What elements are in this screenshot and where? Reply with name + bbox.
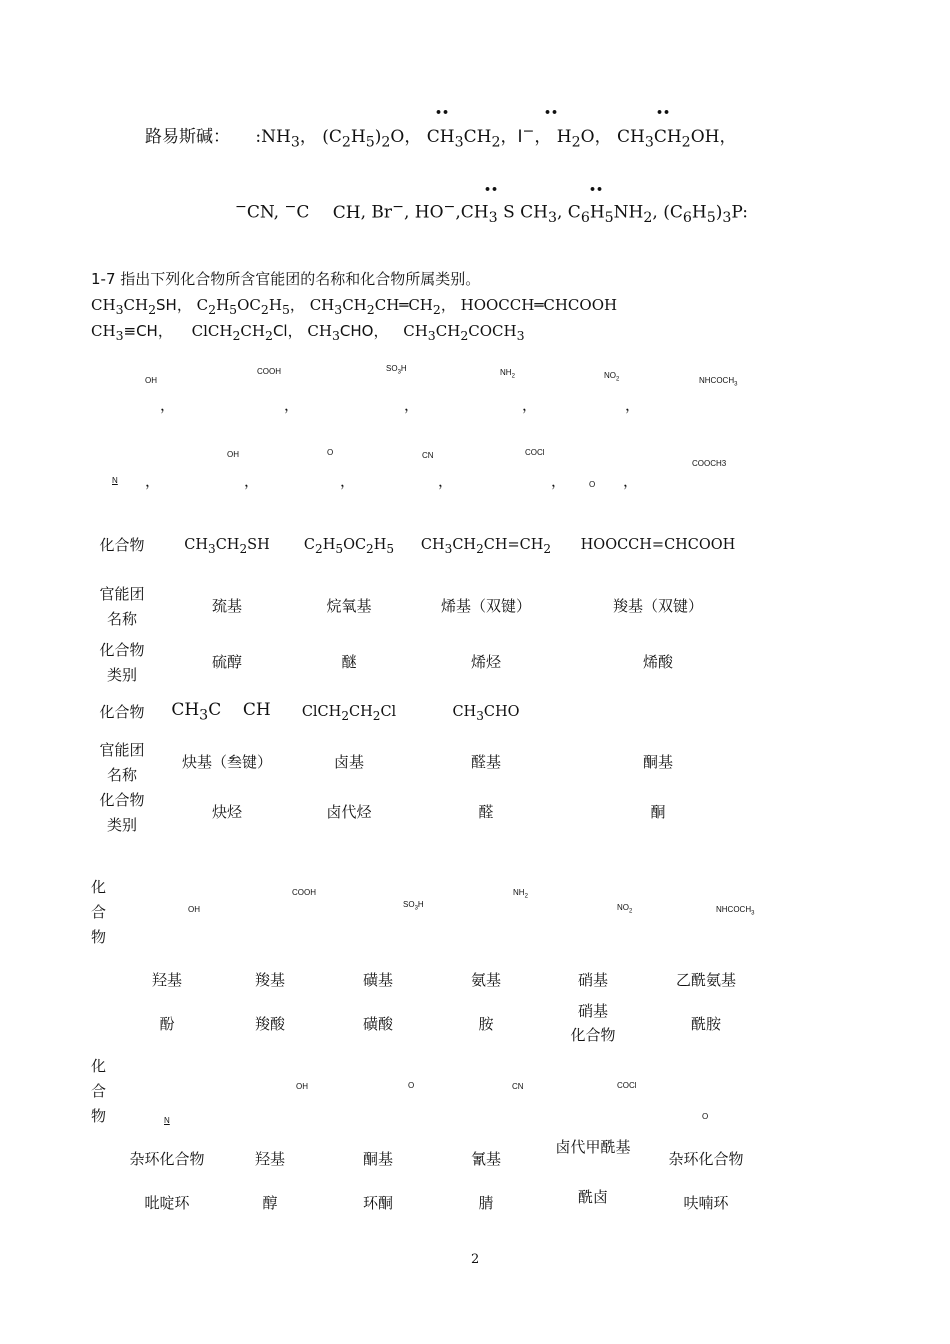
comma: ， <box>160 396 176 414</box>
group-name: 醛基 <box>470 753 502 771</box>
subscript: 3 <box>397 369 401 376</box>
compound-class: 酰胺 <box>690 1015 722 1033</box>
formula-text: CH <box>653 127 682 147</box>
formula-text: CH <box>307 322 332 340</box>
group-label: 官能团 名称 <box>99 741 145 784</box>
struct-label-cooch3: COOCH3 <box>692 459 727 468</box>
subscript: 3 <box>115 328 124 343</box>
struct-label-cocl: COCl <box>617 1081 637 1090</box>
comma: ， <box>145 472 161 490</box>
subscript: 3 <box>454 134 464 151</box>
formula-text: CH <box>403 322 428 340</box>
subscript: 2 <box>381 134 391 151</box>
formula-text: CH <box>408 296 433 314</box>
group-name: 卤代甲酰基 <box>555 1138 631 1156</box>
formula-text: CH <box>240 322 265 340</box>
formula-text: H <box>589 202 605 223</box>
group-name: 烷氧基 <box>326 597 372 615</box>
subscript: 3 <box>427 328 436 343</box>
struct-label-furan-o: O <box>589 480 596 489</box>
compound-class: 硝基 化合物 <box>570 1002 616 1044</box>
formula-text: OH <box>690 127 720 147</box>
subscript: 2 <box>341 134 351 151</box>
double-bond: ═ <box>534 296 544 314</box>
formula-line-1 <box>91 294 617 317</box>
formula-text: ,CH <box>455 202 489 223</box>
group-name: 硝基 <box>577 971 609 989</box>
group-name: 杂环化合物 <box>129 1150 205 1168</box>
struct-label-no2 <box>604 371 619 383</box>
compound-class: 醇 <box>262 1194 278 1212</box>
group-name: 羟基 <box>254 1150 286 1168</box>
subscript: 3 <box>516 328 525 343</box>
compound-butene: $CH_3CH_2CH=CH_2$ <box>420 537 552 556</box>
compound-dichloroethane: $ClCH_2CH_2Cl$ <box>301 704 397 723</box>
formula-text: H <box>350 127 366 147</box>
group-name: 卤基 <box>333 753 365 771</box>
double-bond: ═ <box>399 296 409 314</box>
formula-text: CH <box>463 127 492 147</box>
group-name: 羧基（双键） <box>612 597 704 615</box>
formula-text: CH <box>91 296 116 314</box>
struct-label-cooh: COOH <box>257 367 281 376</box>
formula-text: ≡CH， <box>123 322 173 340</box>
group-name: 乙酰氨基 <box>675 971 737 989</box>
subscript: 6 <box>580 210 590 227</box>
superscript: − <box>235 199 247 215</box>
compound-class: 胺 <box>478 1015 494 1033</box>
page-number: 2 <box>471 1252 480 1267</box>
subscript: 2 <box>432 302 441 317</box>
formula-text: ) <box>715 202 723 223</box>
group-name: 氨基 <box>470 971 502 989</box>
class-label: 化合物 类别 <box>99 791 145 834</box>
struct-label-furan-o: O <box>702 1112 709 1121</box>
compound-label-vertical <box>91 1054 109 1129</box>
subscript: 5 <box>604 210 614 227</box>
comma: ， <box>284 396 300 414</box>
comma: ， <box>404 396 420 414</box>
compound-class: 硫醇 <box>211 653 243 671</box>
formula-text: Cl， <box>272 322 303 340</box>
group-name: 磺基 <box>362 971 394 989</box>
compound-class: 酚 <box>159 1015 175 1033</box>
group-label: 官能团 名称 <box>99 585 145 628</box>
group-name: 羧基 <box>254 971 286 989</box>
formula-text: H <box>400 364 407 373</box>
compound-diethyl-ether: $C_2H_5OC_2H_5$ <box>303 537 395 556</box>
struct-label-no2: $NO_2$ <box>617 903 633 915</box>
compound-class: 烯烃 <box>470 653 502 671</box>
label-char: 化 <box>91 1057 107 1075</box>
formula-text: , C <box>556 202 581 223</box>
compound-class: 腈 <box>478 1194 494 1212</box>
formula-text: C <box>296 202 310 223</box>
compound-label: 化合物 <box>99 536 145 554</box>
subscript: 2 <box>264 328 273 343</box>
superscript: − <box>284 199 297 215</box>
label-char: 合 <box>91 1082 107 1100</box>
subscript: 3 <box>488 210 498 227</box>
superscript: − <box>522 123 535 140</box>
formula-text: CH <box>342 296 367 314</box>
subscript: 3 <box>644 134 654 151</box>
formula-text: H <box>268 296 282 314</box>
group-name: 烯基（双键） <box>440 597 532 615</box>
comma: ， <box>438 472 454 490</box>
separator: ， <box>289 296 305 314</box>
separator: ， <box>534 127 552 147</box>
formula-text: COCH <box>468 322 517 340</box>
subscript: 3 <box>331 328 340 343</box>
label-char: 合 <box>91 903 107 921</box>
subscript: 2 <box>260 302 269 317</box>
lone-pair-dots: •• <box>484 183 499 196</box>
struct-label-so3h <box>386 364 407 376</box>
compound-class: 环酮 <box>362 1194 394 1212</box>
group-name: 炔基（叁键） <box>181 753 273 771</box>
subscript: 2 <box>148 302 157 317</box>
comma: ， <box>625 396 641 414</box>
formula-text: OC <box>237 296 261 314</box>
subscript: 3 <box>722 210 732 227</box>
formula-text: CH <box>91 322 116 340</box>
formula-text: :NH <box>255 127 291 147</box>
group-name: 羟基 <box>151 971 183 989</box>
subscript: 2 <box>366 302 375 317</box>
lewis-base-line-2 <box>235 199 748 226</box>
subscript: 2 <box>643 210 653 227</box>
subscript: 2 <box>208 302 217 317</box>
subscript: 6 <box>682 210 692 227</box>
subscript: 2 <box>571 134 581 151</box>
struct-label-nhcoch3: $NHCOCH_3$ <box>716 905 755 917</box>
formula-text: CH <box>435 322 461 340</box>
formula-text: CH <box>309 296 335 314</box>
formula-text: NH <box>613 202 644 223</box>
comma: ， <box>340 472 356 490</box>
subscript: 2 <box>491 134 501 151</box>
separator: ， <box>299 127 317 147</box>
formula-text: CN, <box>246 202 280 223</box>
struct-label-nhcoch3 <box>699 376 737 388</box>
struct-label-oh: OH <box>188 905 200 914</box>
struct-label-oh: OH <box>145 376 157 385</box>
formula-text: CHO， <box>339 322 389 340</box>
compound-label: 化合物 <box>99 703 145 721</box>
formula-text: HOOCCH <box>460 296 535 314</box>
lewis-base-label: 路易斯碱： <box>145 127 230 147</box>
subscript: 5 <box>229 302 238 317</box>
formula-text: CHCOOH <box>543 296 618 314</box>
formula-text: ，I <box>500 127 523 147</box>
group-name: 酮基 <box>642 753 674 771</box>
formula-text: SO <box>386 364 398 373</box>
lone-pair-dots: •• <box>656 106 671 119</box>
formula-text: O <box>390 127 405 147</box>
label-char: 物 <box>91 928 107 946</box>
formula-text: C <box>196 296 209 314</box>
struct-label-cocl: COCl <box>525 448 545 457</box>
compound-label-vertical <box>91 875 109 950</box>
compound-class: 酰卤 <box>577 1188 609 1206</box>
subscript: 2 <box>616 376 620 383</box>
separator: ， <box>404 127 422 147</box>
class-label: 化合物 类别 <box>99 641 145 684</box>
subscript: 3 <box>547 210 557 227</box>
formula-text: S <box>503 202 515 223</box>
formula-text: ) <box>374 127 382 147</box>
comma: ， <box>522 396 538 414</box>
formula-text: H <box>216 296 230 314</box>
label-char: 化 <box>91 878 107 896</box>
struct-label-so3h: $SO_3H$ <box>403 900 424 912</box>
struct-label-ketone-o: O <box>408 1081 415 1090</box>
struct-label-cn: CN <box>512 1082 524 1091</box>
compound-acetaldehyde: $CH_3CHO$ <box>452 704 520 723</box>
formula-text: NO <box>604 371 616 380</box>
compound-class: 呋喃环 <box>683 1194 729 1212</box>
subscript: 3 <box>734 381 738 388</box>
subscript: 3 <box>115 302 124 317</box>
struct-label-cooh: COOH <box>292 888 316 897</box>
formula-text: CH <box>374 296 400 314</box>
compound-class: 醚 <box>341 653 357 671</box>
compound-class: 烯酸 <box>642 653 674 671</box>
struct-label-nh2 <box>500 368 515 380</box>
compound-butenedioic-acid: HOOCCH=CHCOOH <box>580 537 736 553</box>
compound-ch3ch2sh: $CH_3CH_2SH$ <box>184 537 270 556</box>
compound-class: 羧酸 <box>254 1015 286 1033</box>
formula-text: (C <box>322 127 342 147</box>
subscript: 2 <box>681 134 691 151</box>
struct-label-nh2: $NH_2$ <box>513 888 528 900</box>
struct-label-oh: OH <box>296 1082 308 1091</box>
compound-class: 酮 <box>650 803 666 821</box>
comma: ， <box>623 472 639 490</box>
lone-pair-dots: •• <box>589 183 604 196</box>
group-name: 巯基 <box>211 597 243 615</box>
formula-text: O <box>580 127 595 147</box>
formula-text: CH <box>616 127 645 147</box>
formula-text: CH <box>123 296 149 314</box>
group-name: 杂环化合物 <box>668 1150 744 1168</box>
subscript: 3 <box>290 134 300 151</box>
formula-text: NHCOCH <box>699 376 735 385</box>
compound-class: 吡啶环 <box>144 1194 190 1212</box>
formula-text: CH <box>426 127 455 147</box>
group-name: 酮基 <box>362 1150 394 1168</box>
separator: ， <box>594 127 612 147</box>
struct-label-pyridine-n: N <box>164 1116 170 1125</box>
subscript: 2 <box>232 328 241 343</box>
lone-pair-dots: •• <box>544 106 559 119</box>
formula-text: ClCH <box>191 322 233 340</box>
superscript: − <box>443 199 456 215</box>
compound-propyne: $CH_3C$ CH <box>171 700 271 724</box>
struct-label-cn: CN <box>422 451 434 460</box>
struct-label-pyridine-n: N <box>112 476 118 485</box>
superscript: − <box>392 199 404 215</box>
subscript: 2 <box>511 373 515 380</box>
lone-pair-dots: •• <box>435 106 450 119</box>
struct-label-ketone-o: O <box>327 448 334 457</box>
comma: ， <box>244 472 260 490</box>
formula-text: CH <box>332 202 361 223</box>
compound-class: 醛 <box>478 803 494 821</box>
label-char: 物 <box>91 1107 107 1125</box>
question-text: 1-7 指出下列化合物所含官能团的名称和化合物所属类别。 <box>91 270 481 288</box>
formula-text: NH <box>500 368 512 377</box>
formula-line-2 <box>91 320 525 343</box>
subscript: 5 <box>281 302 290 317</box>
lewis-base-line-1 <box>145 122 736 150</box>
formula-text: , HO <box>403 202 444 223</box>
formula-text: , Br <box>360 202 393 223</box>
comma: ， <box>551 472 567 490</box>
separator: ， <box>440 296 456 314</box>
formula-text: , (C <box>652 202 683 223</box>
subscript: 2 <box>460 328 469 343</box>
formula-text: CH <box>520 202 548 223</box>
compound-class: 磺酸 <box>362 1015 394 1033</box>
formula-text: SH， <box>156 296 192 314</box>
struct-label-oh: OH <box>227 450 239 459</box>
subscript: 5 <box>365 134 375 151</box>
subscript: 5 <box>706 210 716 227</box>
formula-text: H <box>556 127 572 147</box>
separator: ， <box>719 127 737 147</box>
formula-text: P: <box>731 202 748 223</box>
subscript: 3 <box>334 302 343 317</box>
compound-class: 炔烃 <box>211 803 243 821</box>
formula-text: H <box>691 202 707 223</box>
group-name: 氰基 <box>470 1150 502 1168</box>
compound-class: 卤代烃 <box>326 803 372 821</box>
